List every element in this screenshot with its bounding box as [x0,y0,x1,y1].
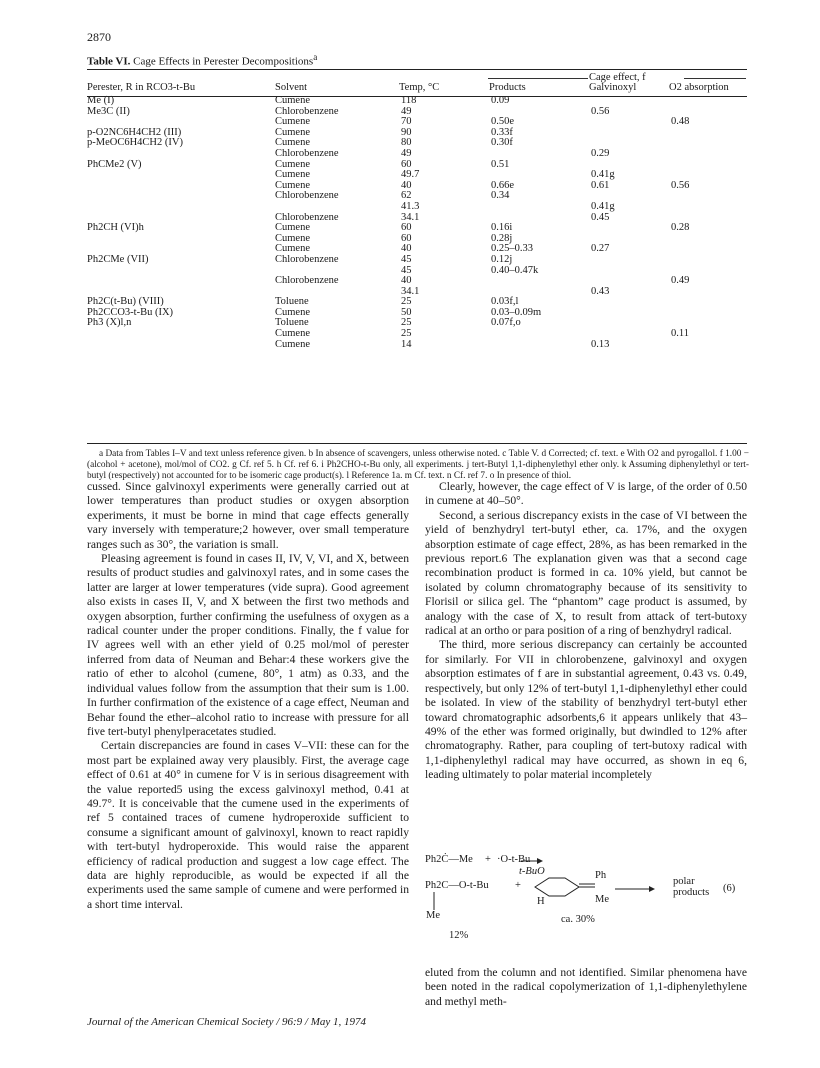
cell-products: 0.25–0.33 [491,243,533,255]
plus-sign-2: + [515,880,521,891]
cell-solvent: Cumene [275,306,310,318]
table-row [87,318,747,329]
table-row [87,128,747,139]
table-label: Table VI. [87,55,131,68]
header-o2-absorption: O2 absorption [669,82,729,93]
right-paragraph: Clearly, however, the cage effect of V is large, of the order of 0.50 in cumene at 40–50°. [425,480,747,508]
cell-temp: 118 [401,95,417,106]
cell-temp: 62 [401,190,412,202]
cell-temp: 34.1 [401,285,420,297]
t-buo-label: t-BuO [519,866,545,877]
table-row [87,202,747,213]
yield-left: 12% [449,930,469,941]
cell-galvinoxyl [589,223,669,234]
left-paragraph: cussed. Since galvinoxyl experiments were generally carried out at lower temperatures than product studies or oxygen absorption experiments, it must be borne in mind that cage effects generally vary inversely with temperature;2 however, over small temperature ranges such as 30°, the variation is small. [87,480,409,551]
table-top-rule [87,69,747,70]
cell-o2-absorption: 0.11 [671,328,689,340]
table-footnotes: a Data from Tables I–V and text unless reference given. b In absence of scavengers, unless otherwise noted. c Table V. d Corrected; cf. text. e With O2 and pyrogallol. f 1.00 − (alcohol + acetone), mol/mol of CO2. g Cf. ref 5. h Cf. ref 6. i Ph2CHO-t-Bu only, all experiments. j tert-Butyl 1,1-diphenylethyl ether only. k Assuming diphenylethyl or tert-butyl (respectively) not accounted for to be isomeric cage product(s). l Reference 1a. m Cf. text. n Cf. ref 7. o In presence of thiol. [87,449,749,482]
table-row [87,308,747,319]
cell-temp: 25 [401,317,412,329]
cell-temp: 25 [401,296,412,308]
table-caption [87,52,317,68]
cell-perester: Ph2CMe (VII) [87,253,149,265]
cell-galvinoxyl: 0.61 [591,179,610,191]
cell-o2-absorption [669,149,747,160]
cell-perester: Me (I) [87,95,115,106]
left-paragraph: Certain discrepancies are found in cases V–VII: these can for the most part be explained away very plausibly. First, the average cage effect of 0.61 at 40° in cumene for V is in serious disagreement with the value reported5 using the excess galvinoxyl method, 0.41 at 49.7°. It is conceivable that the cumene used in the experiments of ref 5 contained traces of cumene hydroperoxide sufficient to consume a significant amount of galvinoxyl, known to react rapidly with tert-butyl hydroperoxide. This would raise the apparent efficiency of radical production and suggest a low cage effect. The data are highly reproducible, as would be expected if all the experiments used the same sample of cumene and were performed in a short time interval. [87,739,409,911]
table-row [87,170,747,181]
cell-solvent: Chlorobenzene [275,275,339,287]
cell-temp: 40 [401,275,412,287]
cell-temp: 49 [401,105,412,117]
table-row [87,213,747,224]
cell-perester [87,181,275,192]
table-row [87,107,747,118]
table-row [87,266,747,277]
cell-galvinoxyl [589,266,669,277]
table-header-rule [87,96,747,97]
cell-solvent: Cumene [275,137,310,149]
cell-temp: 70 [401,116,412,128]
cell-products: 0.03f,l [491,296,519,308]
table-row [87,223,747,234]
cell-solvent: Chlorobenzene [275,190,339,202]
cell-products: 0.33f [491,126,513,138]
page-number: 2870 [87,30,111,44]
cell-galvinoxyl [589,117,669,128]
arrow-head [537,858,543,864]
cell-temp: 60 [401,158,412,170]
cell-perester: PhCMe2 (V) [87,158,142,170]
cell-temp: 40 [401,179,412,191]
products-label: products [673,887,710,898]
cell-solvent: Cumene [275,95,310,106]
cell-o2-absorption [669,96,747,107]
table-row [87,329,747,340]
header-solvent: Solvent [275,82,308,93]
cell-galvinoxyl [589,308,669,319]
cell-temp: 49 [401,147,412,159]
left-paragraph: Pleasing agreement is found in cases II, IV, V, VI, and X, between results of product studies and galvinoxyl rates, and in some cases the latter are larger at lower temperatures (vide supra). Good agreement also exists in cases II, V, and X between the first two methods and oxygen absorption, further confirming the usefulness of oxygen as a radical counter under the proper conditions. Finally, the f value for IV agrees well with an ether yield of 0.25 mol/mol of perester inferred from data of Neuman and Behar:4 these workers give the ratio of ether to alcohol (cumene, 80°, 1 atm) as 0.33, and the individual values follow from the assumption that their sum is 1.00. In further confirmation of the existence of a cage effect, Neuman and Behar found the ether–alcohol ratio to increase with pressure for all five tert-butyl phenylperacetates studied. [87,552,409,738]
table-row [87,234,747,245]
me-right-label: Me [595,894,609,905]
products-arrow-head [649,886,655,892]
cell-solvent: Cumene [275,328,310,340]
cell-perester [87,170,275,181]
cell-galvinoxyl: 0.41g [591,200,615,212]
cell-temp: 45 [401,253,412,265]
cage-effect-label: Cage effect, f [589,72,646,83]
cell-galvinoxyl [589,128,669,139]
cell-o2-absorption [669,234,747,245]
methyl-label: Me [426,910,440,921]
cell-temp: 14 [401,338,412,350]
cell-perester [87,276,275,287]
equation-number: (6) [723,883,736,894]
cell-o2-absorption: 0.56 [671,179,690,191]
cell-temp: 80 [401,137,412,149]
cell-products [489,202,589,213]
cell-perester: Ph2C(t-Bu) (VIII) [87,296,164,308]
cell-solvent: Cumene [275,222,310,234]
cage-effects-table [87,83,747,350]
table-row [87,138,747,149]
cell-perester: p-MeOC6H4CH2 (IV) [87,137,183,149]
table-row [87,181,747,192]
header-perester: Perester, R in RCO3-t-Bu [87,82,196,93]
cell-o2-absorption [669,297,747,308]
cell-solvent: Cumene [275,338,310,350]
cell-o2-absorption [669,160,747,171]
cell-solvent: Cumene [275,126,310,138]
cell-perester: Ph3 (X)l,n [87,317,132,329]
cell-galvinoxyl [589,255,669,266]
table-row [87,297,747,308]
cell-o2-absorption [669,340,747,351]
cell-solvent [275,202,399,213]
cell-temp: 90 [401,126,412,138]
cell-galvinoxyl: 0.29 [591,147,610,159]
right-column-continuation: eluted from the column and not identified. Similar phenomena have been noted in the radical copolymerization of 1,1-diphenylethylene and methyl meth- [425,966,747,1008]
header-temp: Temp, °C [399,82,440,93]
cell-products: 0.09 [491,95,510,106]
cell-products [489,340,589,351]
cell-galvinoxyl: 0.43 [591,285,610,297]
cell-products: 0.12j [491,253,513,265]
cell-solvent: Cumene [275,232,310,244]
plus-sign: + [485,854,491,865]
cell-perester [87,266,275,277]
table-header-row [87,83,747,96]
cell-perester [87,191,275,202]
cell-solvent: Cumene [275,158,310,170]
cell-o2-absorption [669,128,747,139]
cell-solvent: Toluene [275,296,309,308]
cell-perester [87,329,275,340]
left-column [87,480,409,912]
cell-solvent: Chlorobenzene [275,105,339,117]
cell-o2-absorption [669,202,747,213]
cell-temp: 49.7 [401,169,420,181]
yield-right: ca. 30% [561,914,595,925]
table-row [87,96,747,107]
h-label: H [537,896,545,907]
reactant-radical: Ph2Ċ—Me [425,854,473,865]
header-galvinoxyl: Galvinoxyl [589,82,637,93]
cell-solvent: Cumene [275,116,310,128]
reaction-scheme-eq6 [425,840,750,950]
cell-solvent: Cumene [275,179,310,191]
cell-temp: 25 [401,328,412,340]
journal-footer: Journal of the American Chemical Society / 96:9 / May 1, 1974 [87,1016,367,1028]
cell-products: 0.30f [491,137,513,149]
ph-label: Ph [595,870,607,881]
cell-galvinoxyl [589,297,669,308]
cell-galvinoxyl: 0.45 [591,211,610,223]
cell-perester: p-O2NC6H4CH2 (III) [87,126,182,138]
table-row [87,287,747,298]
cell-solvent: Chlorobenzene [275,147,339,159]
cell-products: 0.03–0.09m [491,306,542,318]
cell-perester: Ph2CH (VI)h [87,222,144,234]
cell-o2-absorption [669,308,747,319]
cell-temp: 45 [401,264,412,276]
cell-products: 0.66e [491,179,515,191]
cell-perester: Ph2CCO3-t-Bu (IX) [87,306,174,318]
cell-products [489,329,589,340]
cell-solvent: Cumene [275,243,310,255]
cell-products: 0.28j [491,232,513,244]
cell-temp: 40 [401,243,412,255]
cell-o2-absorption [669,244,747,255]
cell-o2-absorption [669,287,747,298]
polar-label: polar [673,876,695,887]
cell-temp: 34.1 [401,211,420,223]
cell-perester [87,234,275,245]
cell-products [489,149,589,160]
table-title: Cage Effects in Perester Decompositions [133,55,314,68]
cell-o2-absorption [669,191,747,202]
quinoid-ring [535,878,579,896]
cell-products: 0.40–0.47k [491,264,539,276]
cell-products: 0.16i [491,222,513,234]
cell-galvinoxyl: 0.56 [591,105,610,117]
cell-solvent: Cumene [275,169,310,181]
table-bottom-rule [87,443,747,444]
cell-products: 0.34 [491,190,510,202]
cell-perester [87,340,275,351]
cell-galvinoxyl [589,96,669,107]
cell-o2-absorption: 0.49 [671,275,690,287]
right-paragraph: The third, more serious discrepancy can certainly be accounted for similarly. For VII in chlorobenzene, galvinoxyl and oxygen absorption estimates of f are in substantial agreement, 0.43 vs. 0.49, respectively, but only 12% of tert-butyl 1,1-diphenylethyl ether could be isolated. In view of the stability of benzhydryl tert-butyl ether toward chromatographic adsorbents,6 it appears unlikely that 43–49% of the ether was formed originally, but dwindled to 12% after chromatography. Rather, para coupling of tert-butoxy radical with 1,1-diphenylethyl radical may have occurred, as shown in eq 6, leading ultimately to polar material incompletely [425,638,747,782]
ether-product: Ph2C—O-t-Bu [425,880,489,891]
cell-o2-absorption: 0.28 [671,222,690,234]
cell-perester [87,149,275,160]
cell-temp: 60 [401,232,412,244]
cell-galvinoxyl: 0.27 [591,243,610,255]
table-row [87,340,747,351]
table-row [87,117,747,128]
cell-galvinoxyl: 0.41g [591,169,615,181]
cell-perester [87,202,275,213]
cell-solvent: Chlorobenzene [275,211,339,223]
cell-temp: 50 [401,306,412,318]
cell-galvinoxyl [589,318,669,329]
butoxy-radical: ·O-t-Bu [497,854,531,865]
cell-products: 0.07f,o [491,317,521,329]
cell-o2-absorption: 0.48 [671,116,690,128]
table-row [87,255,747,266]
cell-o2-absorption [669,138,747,149]
cell-products [489,276,589,287]
group-rule-right [684,78,746,79]
cell-galvinoxyl: 0.13 [591,338,610,350]
cell-o2-absorption [669,255,747,266]
table-row [87,244,747,255]
right-paragraph: Second, a serious discrepancy exists in the case of VI between the yield of benzhydryl tert-butyl ether, ca. 17%, and the oxygen absorption estimate of cage effect, 28%, as has been remarked in the previous report.6 The explanation given was that a second cage recombination product is formed in ca. 10% yield, but cannot be isolated by column chromatography because of its sensitivity to Florisil or silica gel. The “phantom” cage product is assumed, by analogy with the case of X, to result from attack of tert-butoxy radical at an ortho or para position of a ring of benzhydryl radical. [425,508,747,638]
cell-products: 0.50e [491,116,515,128]
cell-solvent: Chlorobenzene [275,253,339,265]
cell-perester: Me3C (II) [87,105,130,117]
right-column [425,480,747,783]
cell-temp: 41.3 [401,200,420,212]
table-title-footnote-mark: a [313,52,318,62]
cell-temp: 60 [401,222,412,234]
table-row [87,149,747,160]
cell-products: 0.51 [491,158,510,170]
header-products: Products [489,82,526,93]
group-rule-left [488,78,588,79]
cell-solvent: Toluene [275,317,309,329]
